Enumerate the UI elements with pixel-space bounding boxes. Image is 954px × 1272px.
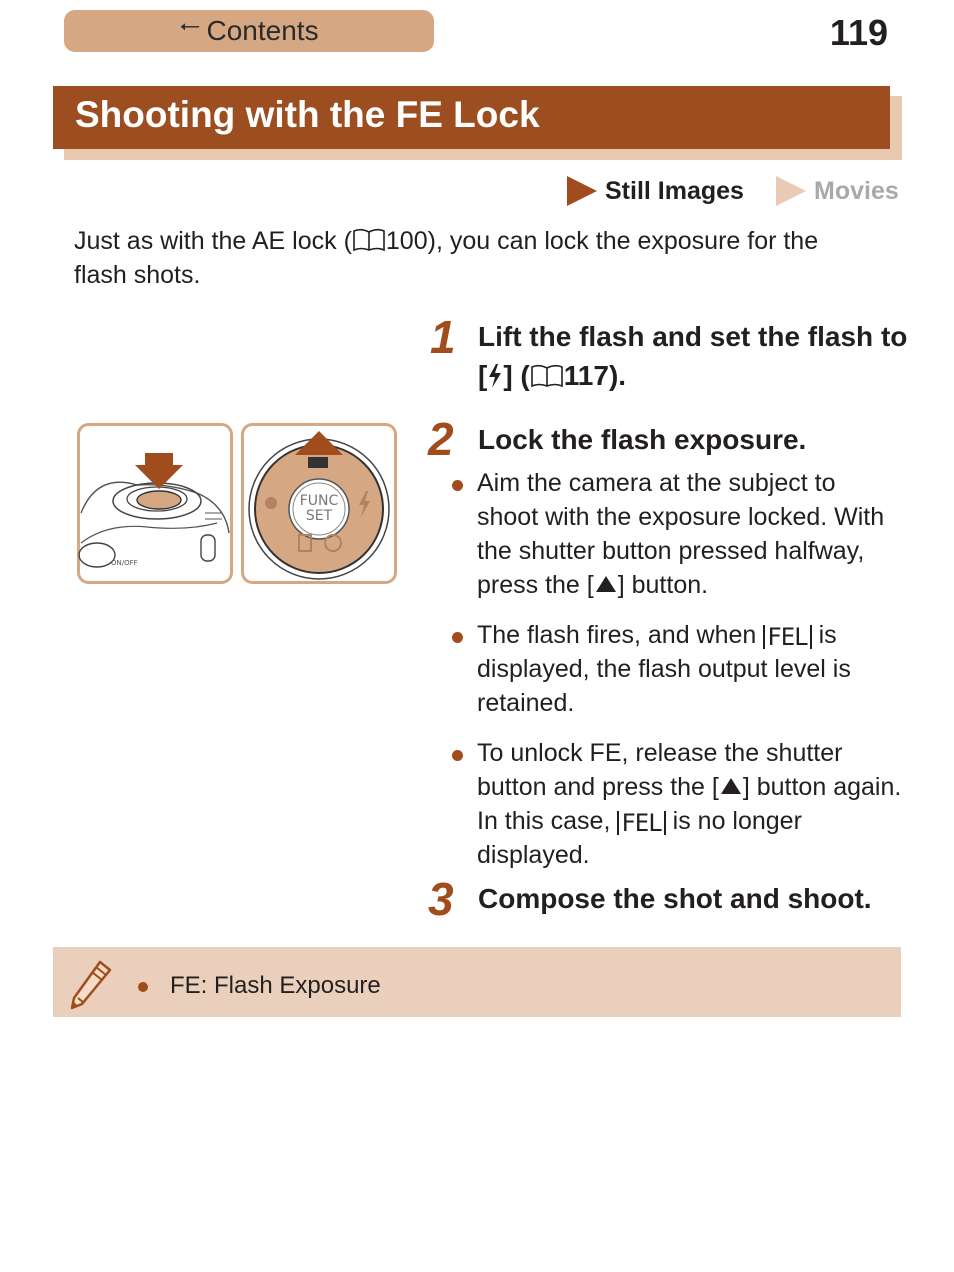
mode-still-label: Still Images xyxy=(605,176,744,205)
bullet-dot-icon xyxy=(138,982,148,992)
list-item xyxy=(452,466,902,602)
step-1-title xyxy=(478,317,918,395)
intro-page-ref[interactable]: 100 xyxy=(385,227,428,255)
mode-movies xyxy=(776,176,899,206)
bullet-text: To unlock FE, release the shutter button and press the [ xyxy=(477,739,843,801)
fel-indicator-icon: FEL xyxy=(617,811,665,835)
flash-icon xyxy=(487,363,503,389)
func-label: FUNC xyxy=(299,493,339,509)
step-1-title-text-3: ). xyxy=(608,360,627,391)
step-1-page-ref[interactable]: 117 xyxy=(563,360,609,391)
step-1-title-text-2: ] ( xyxy=(503,360,530,391)
bullet-dot-icon xyxy=(452,750,463,761)
bullet-text: ] button. xyxy=(617,571,709,599)
bullet-text: ] button again. In this case, xyxy=(477,773,902,835)
play-triangle-icon xyxy=(567,176,597,206)
bullet-text: The flash fires, and when xyxy=(477,621,764,649)
intro-paragraph xyxy=(74,224,874,292)
book-reference-icon xyxy=(530,364,564,388)
bullet-text: Aim the camera at the subject to shoot with the exposure locked. With the shutter button pressed halfway, press the [ xyxy=(477,469,885,599)
step-number-3: 3 xyxy=(428,873,454,925)
step-2-bullets xyxy=(452,466,902,888)
note-text: FE: Flash Exposure xyxy=(170,972,381,999)
step-number-1: 1 xyxy=(430,311,456,363)
bullet-dot-icon xyxy=(452,632,463,643)
contents-button[interactable] xyxy=(64,10,434,52)
page-title: Shooting with the FE Lock xyxy=(75,94,540,135)
pencil-icon xyxy=(66,958,116,1012)
step-1-title-text: Lift the flash and set the flash to [ xyxy=(478,321,908,391)
bullet-text: is displayed, the flash output level is retained. xyxy=(477,621,851,717)
contents-label: Contents xyxy=(206,15,319,46)
intro-text: Just as with the AE lock ( xyxy=(74,227,352,255)
bullet-dot-icon xyxy=(452,480,463,491)
arrow-left-icon: 🠀 xyxy=(179,12,201,42)
step-number-2: 2 xyxy=(428,413,454,465)
book-reference-icon xyxy=(352,228,386,252)
shutter-button-illustration xyxy=(77,423,233,584)
play-triangle-icon xyxy=(776,176,806,206)
control-dial-illustration xyxy=(241,423,397,584)
up-arrow-button-icon xyxy=(596,576,616,592)
set-label: SET xyxy=(305,508,333,524)
list-item xyxy=(452,618,902,720)
step-2-title: Lock the flash exposure. xyxy=(478,424,807,455)
mode-still-images xyxy=(567,176,744,206)
bullet-text: is no longer displayed. xyxy=(477,807,802,869)
list-item xyxy=(452,736,902,872)
fel-indicator-icon: FEL xyxy=(763,625,811,649)
up-arrow-button-icon xyxy=(721,778,741,794)
onoff-label: ON/OFF xyxy=(111,559,138,567)
page-number: 119 xyxy=(829,12,888,53)
step-3-title: Compose the shot and shoot. xyxy=(478,883,872,914)
mode-movies-label: Movies xyxy=(814,176,899,205)
intro-text-2: ), you can lock the exposure for the flash shots. xyxy=(74,227,819,289)
